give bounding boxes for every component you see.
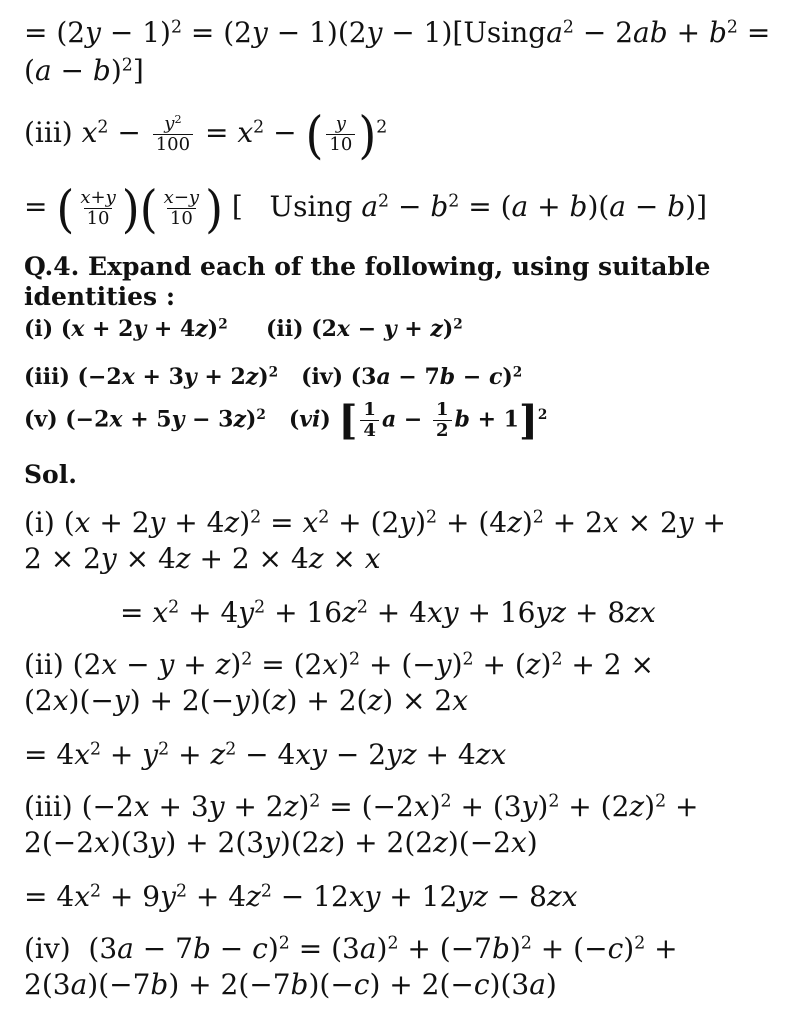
line-iii-factored: = ( $\frac{x+y}{10}$ )( $\frac{x-y}{10}$ ) [ Using $a^2 - b^2 = (a + b)(a - b)$] <box>24 178 708 239</box>
solution-ii-line-1: (ii) $(2x - y + z)^2 = (2x)^2 + (-y)^2 + (z)^2 + 2$ × <box>24 648 654 681</box>
question-4-items-v-vi: (v) $(-2x + 5y - 3z)^2$ (vi) [ $\frac{1}{4}$ a − $\frac{1}{2}$ b + 1]$^2$ <box>24 396 548 444</box>
solution-iii-result: = $4x^2 + 9y^2 + 4z^2 - 12xy + 12yz - 8zx$ <box>24 880 578 913</box>
solution-iv-line-1: (iv) $(3a - 7b - c)^2 = (3a)^2 + (-7b)^2 + (-c)^2$ + <box>24 932 678 965</box>
fraction-y2-100: $\frac{y^2}{100}$ <box>153 114 193 155</box>
solution-iii-line-2: 2(−2x)(3y) + 2(3y)(2z) + 2(2z)(−2x) <box>24 826 538 859</box>
fraction-1-2: $\frac{1}{2}$ <box>433 400 452 441</box>
question-4-items-iii-iv: (iii) $(-2x + 3y + 2z)^2$ (iv) $(3a - 7b - c)^2$ <box>24 364 523 390</box>
solution-i-line-2: 2 × 2y × 4z + 2 × 4z × x <box>24 542 381 575</box>
question-4-items-i-ii: (i) $(x + 2y + 4z)^2$ (ii) $(2x - y + z)^2$ <box>24 316 463 342</box>
fraction-1-4: $\frac{1}{4}$ <box>360 400 379 441</box>
solution-label: Sol. <box>24 460 77 489</box>
solution-ii-result: = $4x^2 + y^2 + z^2 - 4xy - 2yz + 4zx$ <box>24 738 507 771</box>
fraction-xminusy-10: $\frac{x-y}{10}$ <box>163 187 200 229</box>
question-4-heading: Q.4. Expand each of the following, using suitable identities : <box>24 252 711 311</box>
fraction-y-10: $\frac{y}{10}$ <box>326 114 355 155</box>
fraction-xplusy-10: $\frac{x+y}{10}$ <box>80 187 116 229</box>
line-identity-1: = $(2y - 1)^2 = (2y - 1)(2y$ − 1)[Usinga$^2$ − $2ab + b^2$ = <box>24 16 771 49</box>
solution-iii-line-1: (iii) $(-2x + 3y + 2z)^2 = (-2x)^2 + (3y)^2 + (2z)^2$ + <box>24 790 699 823</box>
line-iii-expression: (iii) $x^2$ − $\frac{y^2}{100}$ = $x^2$ − ( $\frac{y}{10}$ )$^2$ <box>24 104 388 165</box>
solution-i-line-1: (i) $(x + 2y + 4z)^2 = x^2 + (2y)^2 + (4z)^2 + 2x \times 2y$ + <box>24 506 726 539</box>
line-identity-1-cont: $(a - b)^2$] <box>24 54 144 87</box>
solution-iv-line-2: 2(3a)(−7b) + 2(−7b)(−c) + 2(−c)(3a) <box>24 968 557 1001</box>
solution-i-result: = $x^2 + 4y^2 + 16z^2 + 4xy + 16yz + 8zx$ <box>120 596 656 629</box>
solution-ii-line-2: (2x)(−y) + 2(−y)(z) + 2(z) × 2x <box>24 684 469 717</box>
